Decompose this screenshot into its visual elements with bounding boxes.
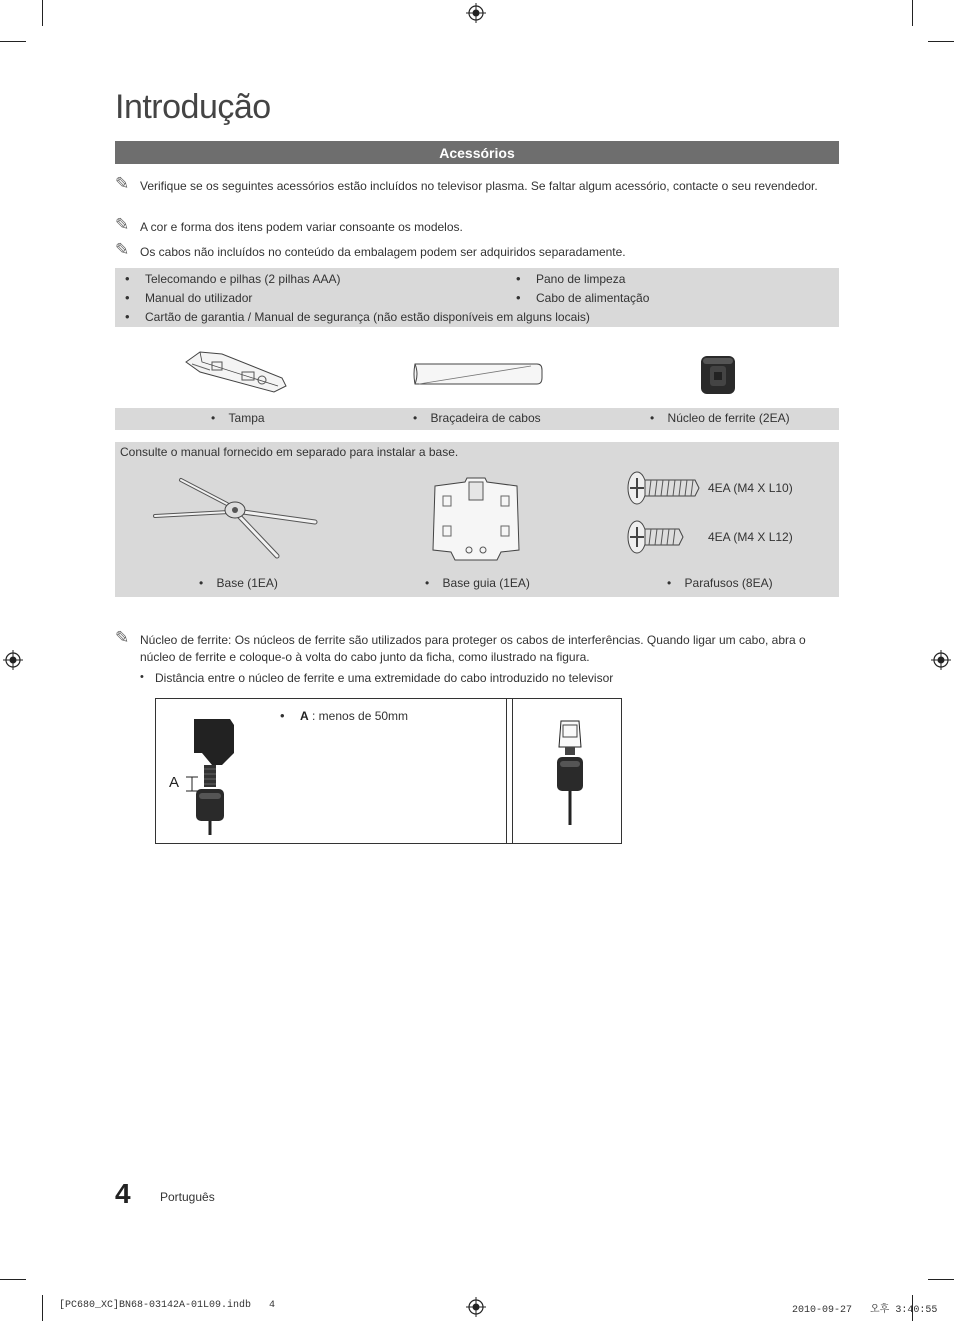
note-text: A cor e forma dos itens podem variar consoante os modelos. — [140, 220, 463, 234]
page-title: Introdução — [115, 88, 271, 126]
screw-spec: 4EA (M4 X L10) — [708, 481, 793, 495]
ferrite-diagram-lan — [512, 698, 622, 844]
note-text: Núcleo de ferrite: Os núcleos de ferrite são utilizados para proteger os cabos de interferências. Quando ligar um cabo, abra o núcleo de ferrite e coloque-o à volta do cabo junto da ficha, como ilustrado na figura. — [140, 633, 806, 664]
page-number: 4 — [115, 1178, 131, 1209]
note-text: Verifique se os seguintes acessórios estão incluídos no televisor plasma. Se faltar algum acessório, contacte o seu revendedor. — [140, 179, 818, 193]
list-item: • Núcleo de ferrite (2EA) — [650, 411, 790, 425]
ferrite-core-icon — [699, 354, 737, 396]
cable-tie-icon — [411, 360, 543, 388]
crop-mark — [42, 1295, 43, 1321]
ferrite-diagram: A • A : menos de 50mm — [155, 698, 507, 844]
note-pencil-icon: ✎ — [115, 628, 130, 647]
stand-guide-icon — [427, 476, 527, 562]
note-text: Os cabos não incluídos no conteúdo da embalagem podem ser adquiridos separadamente. — [140, 245, 626, 259]
stand-instruction: Consulte o manual fornecido em separado para instalar a base. — [120, 445, 459, 459]
list-item: • Tampa — [211, 411, 265, 425]
registration-mark-icon — [3, 650, 23, 670]
accessories-list: • Telecomando e pilhas (2 pilhas AAA) • Manual do utilizador • Cartão de garantia / Manual de segurança (não estão disponíveis em alguns locais) • Pano de limpeza • Cabo de alimentação — [115, 268, 839, 327]
print-file-info: [PC680_XC]BN68-03142A-01L09.indb 4 — [59, 1300, 276, 1311]
crop-mark — [0, 1279, 26, 1280]
crop-mark — [928, 1279, 954, 1280]
screw-icon — [627, 470, 701, 506]
note — [115, 174, 839, 212]
crop-mark — [912, 0, 913, 26]
print-timestamp: 2010-09-27 오후 3:40:55 — [792, 1305, 938, 1316]
crop-mark — [42, 0, 43, 26]
dimension-marker-icon — [184, 775, 200, 793]
lan-plug-icon — [553, 717, 587, 829]
marker-label: A — [169, 774, 180, 791]
note — [115, 215, 839, 236]
language-label: Português — [160, 1190, 215, 1204]
registration-mark-icon — [931, 650, 951, 670]
list-item: • Braçadeira de cabos — [413, 411, 541, 425]
note-pencil-icon: ✎ — [115, 240, 130, 259]
stand-box — [115, 442, 839, 597]
registration-mark-icon — [466, 1297, 486, 1317]
list-item: • Parafusos (8EA) — [667, 576, 773, 590]
list-item: • Base guia (1EA) — [425, 576, 530, 590]
section-heading: Acessórios — [115, 141, 839, 164]
note — [115, 240, 839, 261]
note-pencil-icon: ✎ — [115, 215, 130, 234]
screw-spec: 4EA (M4 X L12) — [708, 530, 793, 544]
cover-icon — [182, 348, 288, 396]
stand-base-icon — [153, 476, 319, 560]
items-caption-row — [115, 408, 839, 430]
registration-mark-icon — [466, 3, 486, 23]
note — [115, 628, 839, 666]
crop-mark — [0, 41, 26, 42]
crop-mark — [928, 41, 954, 42]
note-pencil-icon: ✎ — [115, 174, 130, 193]
screw-icon — [627, 519, 685, 555]
list-item: • Base (1EA) — [199, 576, 278, 590]
